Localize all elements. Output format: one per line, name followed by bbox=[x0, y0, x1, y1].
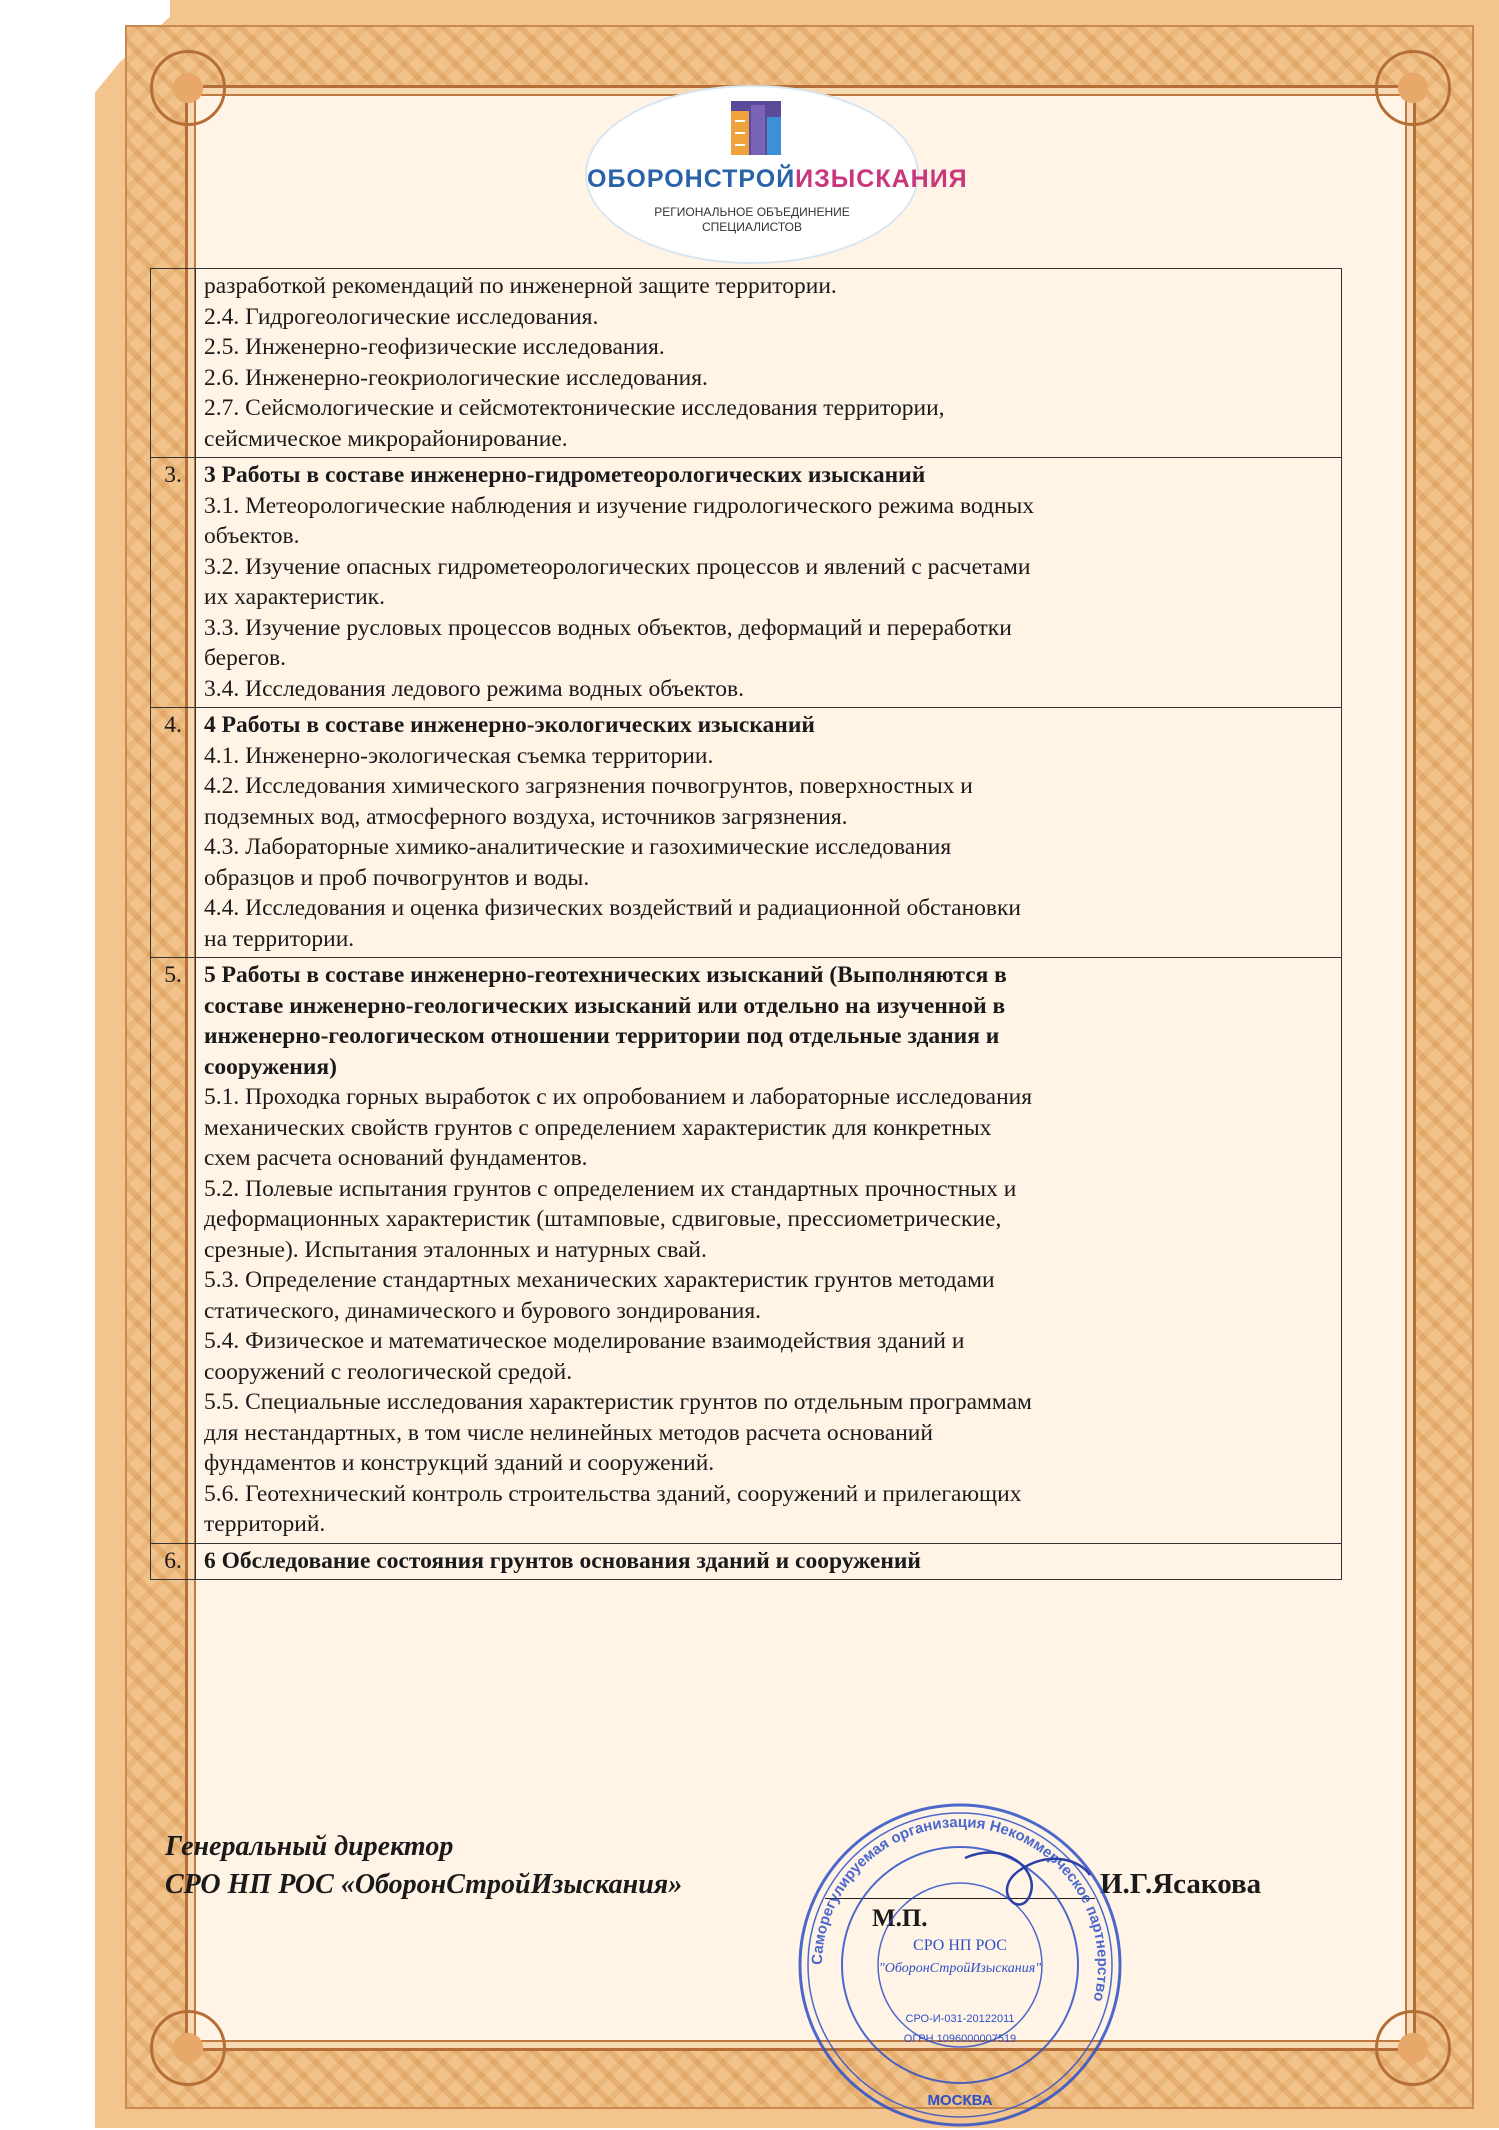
table-row bbox=[151, 708, 1342, 958]
list-item: срезные). Испытания эталонных и натурных свай. bbox=[204, 1236, 707, 1263]
logo-subtitle: РЕГИОНАЛЬНОЕ ОБЪЕДИНЕНИЕ СПЕЦИАЛИСТОВ bbox=[654, 205, 850, 234]
list-item: 2.6. Инженерно-геокриологические исследования. bbox=[204, 364, 708, 391]
list-item: 3.3. Изучение русловых процессов водных объектов, деформаций и переработки bbox=[204, 614, 1012, 641]
table-row bbox=[151, 458, 1342, 708]
list-item: 3.1. Метеорологические наблюдения и изучение гидрологического режима водных bbox=[204, 492, 1035, 519]
row-number: 3. bbox=[151, 458, 196, 708]
seal-city: МОСКВА bbox=[927, 2092, 993, 2109]
row-content bbox=[196, 958, 1342, 1544]
list-item: сооружений с геологической средой. bbox=[204, 1358, 573, 1385]
frame-corner-ornament bbox=[1375, 50, 1451, 126]
row-content bbox=[196, 708, 1342, 958]
row-number bbox=[151, 269, 196, 458]
list-item: статического, динамического и бурового зондирования. bbox=[204, 1297, 762, 1324]
seal-ring-text: Саморегулируемая организация Некоммерческое партнерство bbox=[808, 1813, 1112, 2004]
list-item: подземных вод, атмосферного воздуха, источников загрязнения. bbox=[204, 803, 848, 830]
list-item: на территории. bbox=[204, 925, 355, 952]
frame-corner-ornament bbox=[1375, 2010, 1451, 2086]
list-item: механических свойств грунтов с определением характеристик для конкретных bbox=[204, 1114, 992, 1141]
list-item: разработкой рекомендаций по инженерной защите территории. bbox=[204, 273, 837, 299]
list-item: 4.1. Инженерно-экологическая съемка территории. bbox=[204, 742, 714, 769]
list-item: их характеристик. bbox=[204, 584, 385, 610]
row-heading: 5 Работы в составе инженерно-геотехнических изысканий (Выполняются в bbox=[204, 962, 1007, 988]
list-item: 2.4. Гидрогеологические исследования. bbox=[204, 303, 599, 330]
row-number: 5. bbox=[151, 958, 196, 1544]
list-item: 5.5. Специальные исследования характеристик грунтов по отдельным программам bbox=[204, 1389, 1032, 1415]
organization-logo bbox=[585, 85, 968, 264]
list-item: 5.3. Определение стандартных механических характеристик грунтов методами bbox=[204, 1267, 995, 1293]
list-item: 2.7. Сейсмологические и сейсмотектонические исследования территории, bbox=[204, 395, 945, 421]
row-heading: составе инженерно-геологических изысканий или отдельно на изученной в bbox=[204, 992, 1006, 1019]
list-item: сейсмическое микрорайонирование. bbox=[204, 425, 568, 452]
list-item: деформационных характеристик (штамповые, сдвиговые, прессиометрические, bbox=[204, 1206, 1002, 1232]
seal-reg-number: СРО-И-031-20122011 bbox=[905, 2013, 1015, 2025]
list-item: 4.2. Исследования химического загрязнения почвогрунтов, поверхностных и bbox=[204, 773, 973, 799]
organization-seal bbox=[790, 1800, 1130, 2130]
list-item: территорий. bbox=[204, 1511, 326, 1537]
signatory-organization: СРО НП РОС «ОборонСтройИзыскания» bbox=[165, 1869, 683, 1900]
signatory-name: И.Г.Ясакова bbox=[1100, 1868, 1262, 1900]
seal-ogrn: ОГРН 1096000007519 bbox=[903, 2033, 1017, 2045]
list-item: образцов и проб почвогрунтов и воды. bbox=[204, 864, 590, 891]
row-number: 4. bbox=[151, 708, 196, 958]
frame-corner-ornament bbox=[150, 50, 226, 126]
list-item: 4.3. Лабораторные химико-аналитические и газохимические исследования bbox=[204, 834, 952, 860]
table-row bbox=[151, 1543, 1342, 1580]
list-item: 5.4. Физическое и математическое моделирование взаимодействия зданий и bbox=[204, 1328, 965, 1354]
row-heading: 3 Работы в составе инженерно-гидрометеорологических изысканий bbox=[204, 462, 926, 488]
list-item: фундаментов и конструкций зданий и сооружений. bbox=[204, 1450, 715, 1476]
row-content bbox=[196, 1543, 1342, 1580]
list-item: берегов. bbox=[204, 645, 287, 671]
logo-name: ОБОРОНСТРОЙИЗЫСКАНИЯ bbox=[587, 165, 968, 193]
list-item: 2.5. Инженерно-геофизические исследования. bbox=[204, 334, 665, 360]
list-item: 5.6. Геотехнический контроль строительства зданий, сооружений и прилегающих bbox=[204, 1480, 1022, 1507]
table-row bbox=[151, 958, 1342, 1544]
row-heading: 6 Обследование состояния грунтов основания зданий и сооружений bbox=[204, 1547, 921, 1574]
seal-center-line2: "ОборонСтройИзыскания" bbox=[878, 1961, 1042, 1976]
seal-place-label: М.П. bbox=[872, 1905, 928, 1932]
list-item: 5.2. Полевые испытания грунтов с определением их стандартных прочностных и bbox=[204, 1175, 1017, 1202]
row-heading: сооружения) bbox=[204, 1053, 337, 1080]
table-row bbox=[151, 269, 1342, 458]
list-item: объектов. bbox=[204, 523, 300, 549]
frame-corner-ornament bbox=[150, 2010, 226, 2086]
row-content bbox=[196, 269, 1342, 458]
list-item: 5.1. Проходка горных выработок с их опробованием и лабораторные исследования bbox=[204, 1084, 1033, 1110]
list-item: схем расчета оснований фундаментов. bbox=[204, 1145, 588, 1171]
list-item: для нестандартных, в том числе нелинейных методов расчета оснований bbox=[204, 1419, 933, 1446]
row-number: 6. bbox=[151, 1543, 196, 1580]
row-content bbox=[196, 458, 1342, 708]
building-icon bbox=[727, 101, 787, 157]
list-item: 3.4. Исследования ледового режима водных объектов. bbox=[204, 675, 744, 702]
list-item: 3.2. Изучение опасных гидрометеорологических процессов и явлений с расчетами bbox=[204, 553, 1031, 580]
row-heading: инженерно-геологическом отношении территории под отдельные здания и bbox=[204, 1023, 1000, 1049]
list-item: 4.4. Исследования и оценка физических воздействий и радиационной обстановки bbox=[204, 895, 1021, 921]
seal-center-line1: СРО НП РОС bbox=[913, 1937, 1007, 1954]
works-table bbox=[150, 268, 1342, 1580]
signatory-title: Генеральный директор bbox=[165, 1831, 454, 1862]
row-heading: 4 Работы в составе инженерно-экологических изысканий bbox=[204, 712, 815, 738]
